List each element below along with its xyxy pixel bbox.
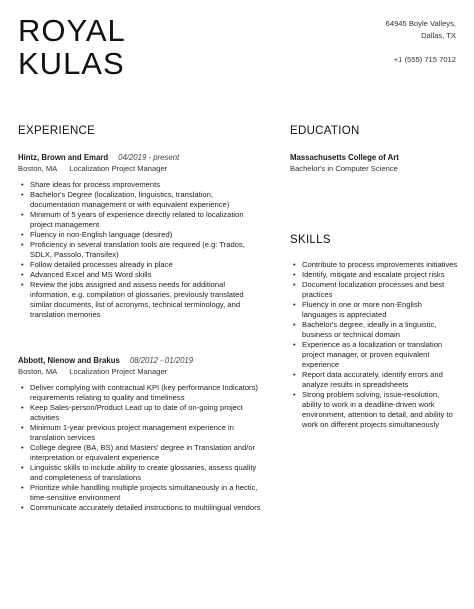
list-item: • Bachelor's Degree (localization, linguistics, translation, documentation management or with equivalent experience) <box>30 190 264 210</box>
experience-heading: EXPERIENCE <box>18 125 96 137</box>
list-item: • Report data accurately, identify errors and analyze results in spreadsheets <box>302 370 458 390</box>
education-heading: EDUCATION <box>290 125 360 137</box>
list-item: • Fluency in one or more non-English languages is appreciated <box>302 300 458 320</box>
list-item: • Minimum 1-year previous project management experience in translation services <box>30 423 264 443</box>
skills-section <box>290 254 458 430</box>
job-1-role: Localization Project Manager <box>69 164 168 173</box>
list-item: • Share ideas for process improvements <box>30 180 264 190</box>
list-item: • Review the jobs assigned and assess needs for additional information, e.g. compilation of glossaries, previously translated similar documents, list of acronyms, technical terminology, and translation memories <box>30 280 264 320</box>
list-item: • Strong problem solving, issue-resolution, ability to work in a deadline-driven work environment, attention to detail, and ability to work on different projects simultaneously <box>302 390 458 430</box>
list-item: • Fluency in non-English language (desired) <box>30 230 264 240</box>
list-item: • College degree (BA, BS) and Masters' degree in Translation and/or interpretation or equivalent experience <box>30 443 264 463</box>
list-item: • Deliver complying with contractual KPI (key performance Indicators) requirements relating to quality and timeliness <box>30 383 264 403</box>
list-item: • Document localization processes and best practices <box>302 280 458 300</box>
list-item: • Contribute to process improvements initiatives <box>302 260 458 270</box>
address-line-2: Dallas, TX <box>421 31 456 40</box>
phone-number: +1 (555) 715 7012 <box>393 55 456 64</box>
job-1-bullets <box>18 180 264 320</box>
list-item: • Identify, mitigate and escalate project risks <box>302 270 458 280</box>
address-line-1: 64945 Boyle Valleys, <box>385 19 456 28</box>
job-2-dates: 08/2012 - 01/2019 <box>129 356 194 365</box>
list-item: • Linguistic skills to include ability to create glossaries, assess quality and completeness of translations <box>30 463 264 483</box>
last-name: KULAS <box>18 46 125 81</box>
education-degree: Bachelor's in Computer Science <box>290 164 398 173</box>
job-1-dates: 04/2019 - present <box>118 153 180 162</box>
job-1-company: Hintz, Brown and Emard <box>18 153 109 162</box>
job-1-location: Boston, MA <box>18 164 58 173</box>
list-item: • Prioritize while handling multiple projects simultaneously in a hectic, time-sensitive environment <box>30 483 264 503</box>
job-2-company: Abbott, Nienow and Brakus <box>18 356 120 365</box>
list-item: • Proficiency in several translation tools are required (e.g: Trados, SDLX, Passolo, Transifex) <box>30 240 264 260</box>
job-2 <box>18 355 264 513</box>
first-name: ROYAL <box>18 13 126 48</box>
contact-block <box>386 18 456 66</box>
job-2-bullets <box>18 383 264 513</box>
list-item: • Communicate accurately detailed instructions to multilingual vendors <box>30 503 264 513</box>
job-1 <box>18 152 264 320</box>
job-2-role: Localization Project Manager <box>69 367 168 376</box>
education-entry <box>290 152 458 174</box>
job-2-location: Boston, MA <box>18 367 58 376</box>
list-item: • Keep Sales-person/Product Lead up to date of on-going project activities <box>30 403 264 423</box>
list-item: • Experience as a localization or translation project manager, or proven equivalent experience <box>302 340 458 370</box>
candidate-name <box>18 14 126 80</box>
list-item: • Advanced Excel and MS Word skills <box>30 270 264 280</box>
skills-heading: SKILLS <box>290 234 331 246</box>
list-item: • Bachelor's degree, ideally in a linguistic, business or technical domain <box>302 320 458 340</box>
skills-list <box>290 260 458 430</box>
list-item: • Minimum of 5 years of experience directly related to localization project management <box>30 210 264 230</box>
education-school: Massachusetts College of Art <box>290 153 399 162</box>
list-item: • Follow detailed processes already in place <box>30 260 264 270</box>
